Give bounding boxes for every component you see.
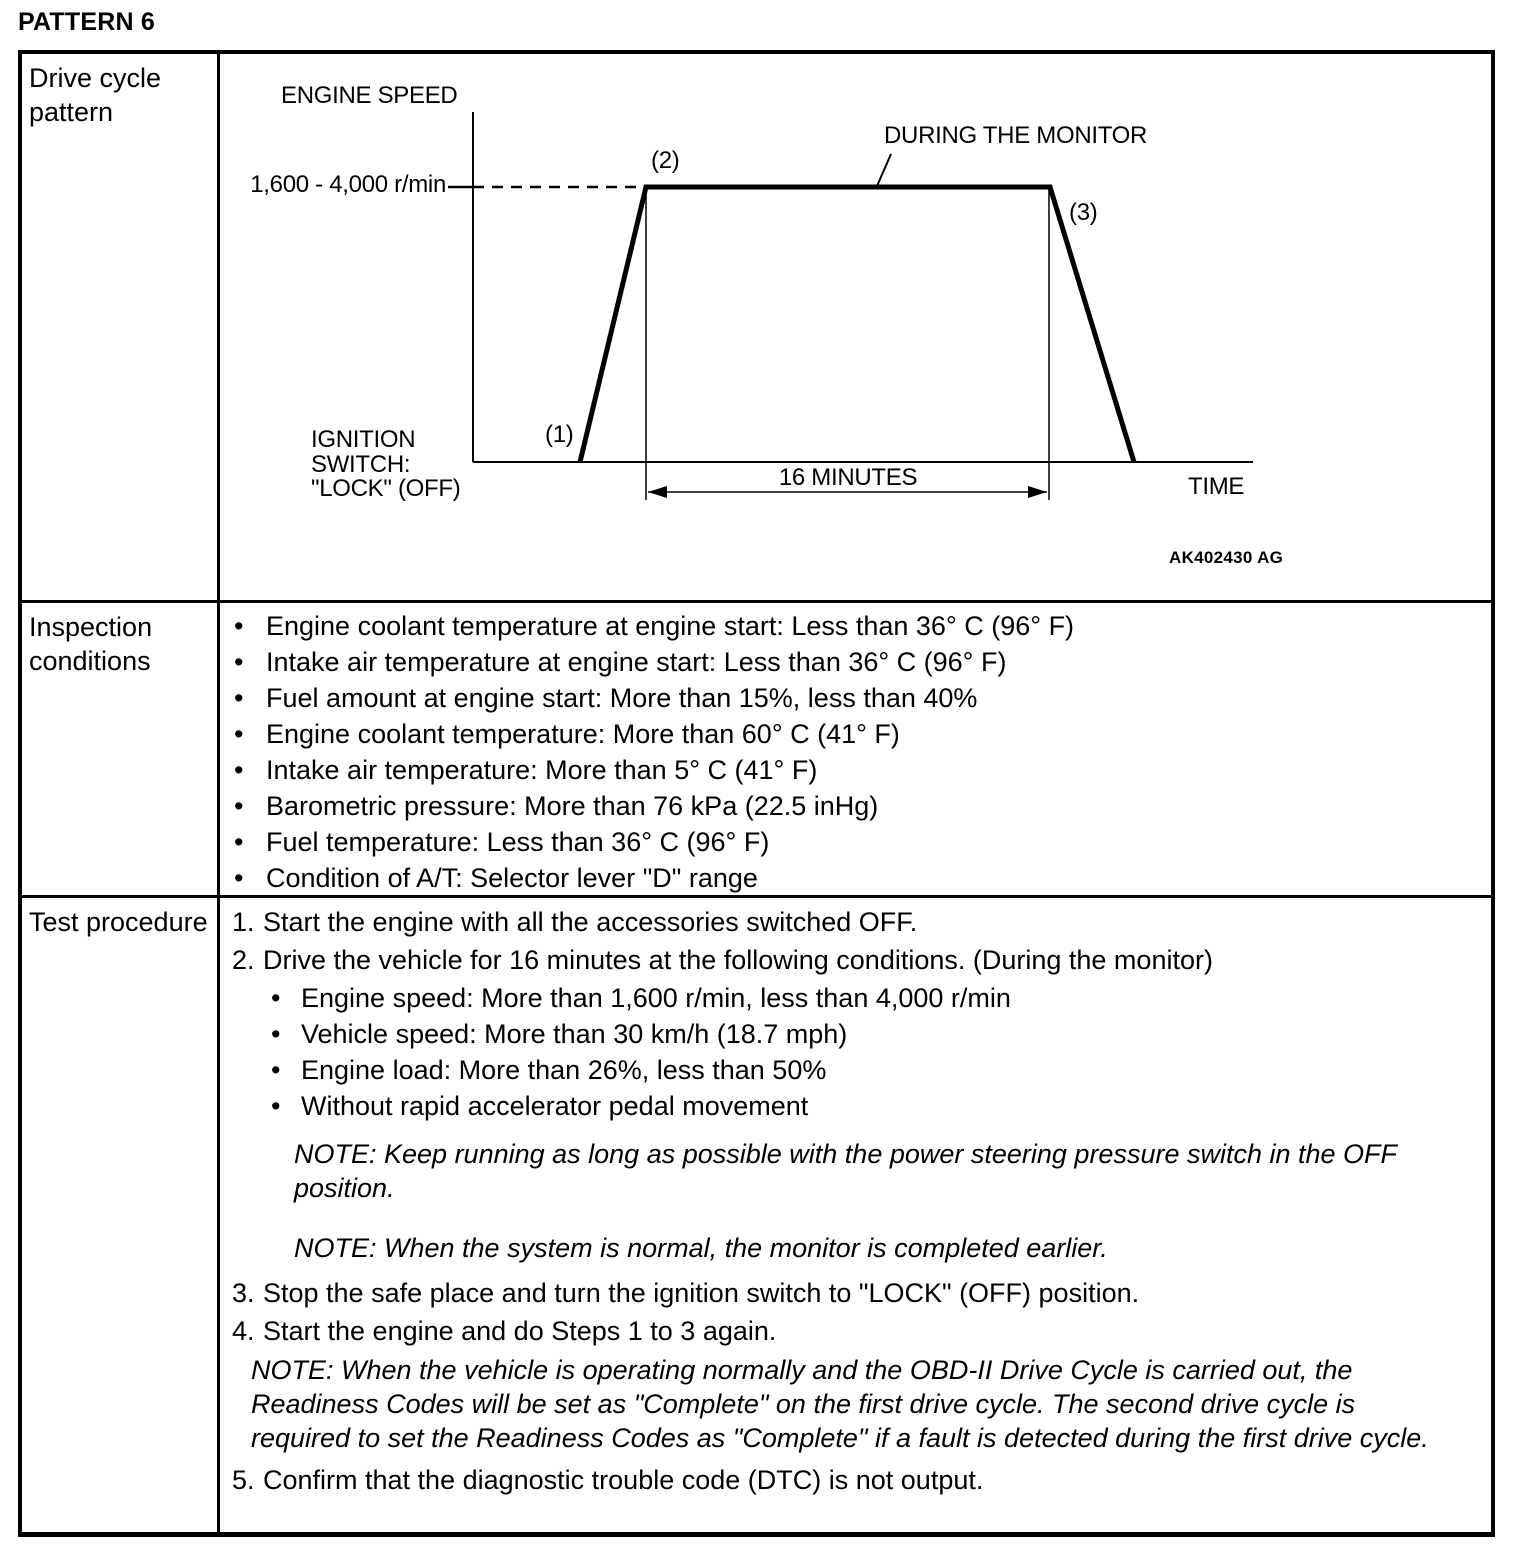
bullet-icon: •	[271, 1091, 281, 1121]
step-item	[220, 1462, 1491, 1499]
monitor-pointer-line	[877, 154, 891, 186]
ignition-switch-label-line3: "LOCK" (OFF)	[311, 475, 461, 502]
step-item	[220, 1313, 1491, 1350]
marker-3-label: (3)	[1069, 199, 1098, 226]
step-number: 3.	[232, 1278, 255, 1308]
bullet-icon: •	[271, 1055, 281, 1085]
condition-text: Fuel amount at engine start: More than 15%, less than 40%	[266, 683, 978, 713]
condition-text: Condition of A/T: Selector lever "D" range	[266, 863, 758, 893]
bullet-icon: •	[234, 827, 244, 857]
step-item	[220, 904, 1491, 941]
condition-text: Engine coolant temperature: More than 60° C (41° F)	[266, 719, 900, 749]
header-cell-test-procedure: Test procedure	[22, 898, 220, 1532]
test-procedure-cell	[220, 898, 1491, 1532]
step-text: Confirm that the diagnostic trouble code (DTC) is not output.	[263, 1465, 984, 1495]
step-number: 2.	[232, 945, 255, 975]
marker-1-label: (1)	[545, 421, 574, 448]
sub-bullet-text: Engine speed: More than 1,600 r/min, less than 4,000 r/min	[301, 983, 1011, 1013]
sub-bullet-text: Without rapid accelerator pedal movement	[301, 1091, 809, 1121]
ignition-switch-label-line2: SWITCH:	[311, 450, 411, 478]
row-inspection-conditions	[22, 600, 1491, 895]
bullet-icon: •	[234, 719, 244, 749]
during-monitor-label: DURING THE MONITOR	[884, 122, 1148, 149]
sub-bullet-text: Vehicle speed: More than 30 km/h (18.7 mph)	[301, 1019, 848, 1049]
bullet-icon: •	[234, 863, 244, 893]
duration-label: 16 MINUTES	[778, 464, 918, 491]
bullet-icon: •	[234, 683, 244, 713]
step-number: 4.	[232, 1316, 255, 1346]
drive-cycle-curve	[580, 187, 1134, 462]
step-text: Stop the safe place and turn the ignition switch to "LOCK" (OFF) position.	[263, 1278, 1140, 1308]
step-text: Start the engine with all the accessories switched OFF.	[263, 907, 918, 937]
condition-item	[220, 752, 1491, 788]
ignition-switch-label-line1: IGNITION	[311, 426, 416, 453]
step-text: Start the engine and do Steps 1 to 3 again.	[263, 1316, 777, 1346]
condition-text: Fuel temperature: Less than 36° C (96° F)	[266, 827, 770, 857]
condition-text: Intake air temperature at engine start: Less than 36° C (96° F)	[266, 647, 1007, 677]
note-item: NOTE: When the system is normal, the monitor is completed earlier.	[294, 1233, 1108, 1263]
step-item	[220, 942, 1491, 979]
sub-bullet-item	[220, 1016, 1491, 1052]
ignition-switch-label	[311, 428, 460, 502]
condition-item	[220, 608, 1491, 644]
drive-cycle-diagram	[220, 54, 1491, 600]
time-axis-label: TIME	[1188, 473, 1245, 500]
header-cell-drive-cycle-pattern: Drive cycle pattern	[22, 54, 220, 600]
condition-item	[220, 824, 1491, 860]
bullet-icon: •	[234, 755, 244, 785]
sub-bullet-item	[220, 1088, 1491, 1124]
step-text: Drive the vehicle for 16 minutes at the following conditions. (During the monitor)	[263, 945, 1213, 975]
bullet-icon: •	[234, 647, 244, 677]
condition-text: Barometric pressure: More than 76 kPa (22.5 inHg)	[266, 791, 879, 821]
rpm-range-label: 1,600 - 4,000 r/min	[250, 171, 446, 198]
inspection-conditions-cell	[220, 603, 1491, 895]
header-cell-inspection-conditions: Inspection conditions	[22, 603, 220, 895]
inspection-conditions-list	[220, 603, 1491, 896]
sub-bullet-item	[220, 1052, 1491, 1088]
step-number: 1.	[232, 907, 255, 937]
pattern-table	[18, 50, 1495, 1537]
marker-2-label: (2)	[651, 147, 680, 174]
condition-item	[220, 644, 1491, 680]
sub-bullet-text: Engine load: More than 26%, less than 50%	[301, 1055, 827, 1085]
note-item: NOTE: Keep running as long as possible with the power steering pressure switch in the OFF position.	[294, 1139, 1397, 1203]
engine-speed-axis-label: ENGINE SPEED	[281, 82, 458, 109]
row-test-procedure	[22, 895, 1491, 1532]
row-drive-cycle-pattern	[22, 54, 1491, 600]
condition-text: Engine coolant temperature at engine start: Less than 36° C (96° F)	[266, 611, 1075, 641]
drive-cycle-diagram-lines	[220, 54, 1484, 600]
sub-bullet-item	[220, 980, 1491, 1016]
bullet-icon: •	[234, 611, 244, 641]
step-number: 5.	[232, 1465, 255, 1495]
step-item	[220, 1275, 1491, 1312]
condition-item	[220, 860, 1491, 896]
condition-item	[220, 680, 1491, 716]
page-title: PATTERN 6	[18, 8, 155, 36]
bullet-icon: •	[234, 791, 244, 821]
note-item: NOTE: When the vehicle is operating normally and the OBD-II Drive Cycle is carried out, the Readiness Codes will be set as "Complete" on the first drive cycle. The second drive cycle is required to set the Readiness Codes as "Complete" if a fault is detected during the first drive cycle.	[251, 1355, 1429, 1453]
condition-item	[220, 716, 1491, 752]
bullet-icon: •	[271, 1019, 281, 1049]
condition-text: Intake air temperature: More than 5° C (41° F)	[266, 755, 818, 785]
figure-code: AK402430 AG	[1169, 548, 1284, 567]
bullet-icon: •	[271, 983, 281, 1013]
test-procedure-list	[220, 898, 1491, 1499]
condition-item	[220, 788, 1491, 824]
